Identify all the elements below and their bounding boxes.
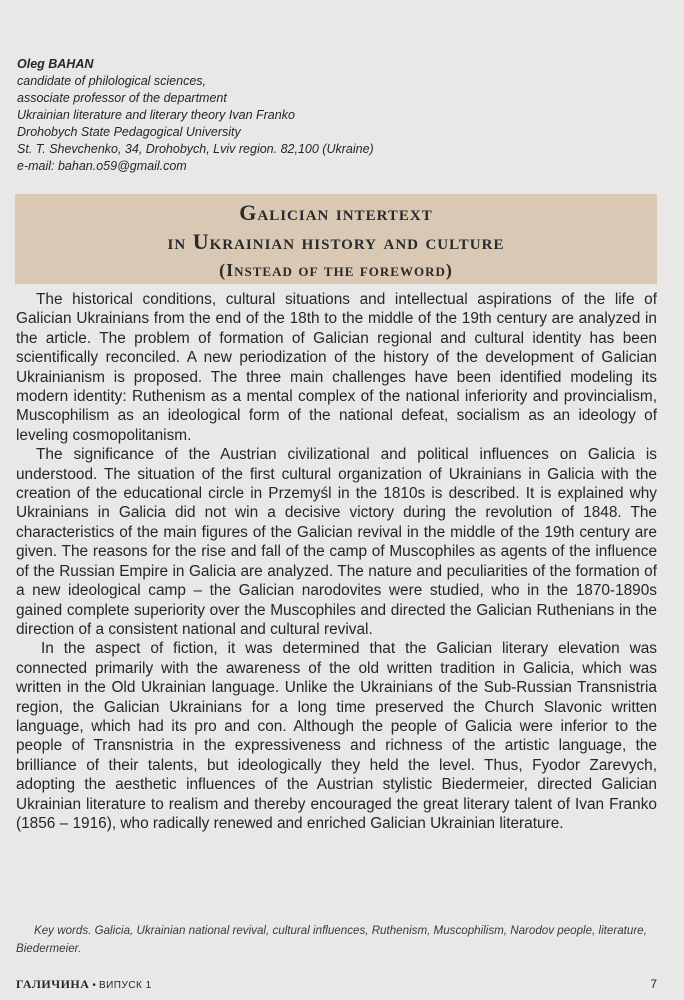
abstract-paragraph-3: In the aspect of fiction, it was determined that the Galician literary elevation was connected primarily with the awareness of the old written tradition in Galicia, which was written in the Old Ukrainian language. Unlike the Ukrainians of the Sub-Russian Transnistria region, the Galician Ukrainians for a long time preserved the Church Slavonic written language, which had its pro and con. Although the people of Galicia were inferior to the people of Transnistria in the expressiveness and richness of the artistic language, the brilliance of their talents, but ideologically they held the level. Thus, Fyodor Zarevych, adopting the aesthetic influences of the Austrian stylistic Biedermeier, directed Galician Ukrainian literature to realism and thereby encouraged the great literary talent of Ivan Franko (1856 – 1916), who radically renewed and enriched Galician Ukrainian literature.: [16, 640, 657, 832]
keywords: [16, 922, 657, 958]
abstract-paragraph-1: The historical conditions, cultural situations and intellectual aspirations of the life of Galician Ukrainians from the end of the 18th to the middle of the 19th century are analyzed in the article. The problem of formation of Galician regional and cultural identity has been scientifically reconciled. A new periodization of the history of the development of Galician Ukrainianism is proposed. The three main challenges have been identified modeling its modern identity: Ruthenism as a mental complex of the national inferiority and provincialism, Muscophilism as an ideological form of the national defeat, socialism as an ideology of leveling cosmopolitanism.: [16, 291, 657, 444]
page-footer: [16, 976, 657, 992]
author-degree: candidate of philological sciences,: [17, 74, 207, 88]
article-title-line-1: Galician intertext: [239, 200, 433, 225]
page-number: 7: [650, 977, 657, 991]
article-subtitle: (Instead of the foreword): [219, 260, 453, 280]
author-department: Ukrainian literature and literary theory Ivan Franko: [17, 108, 295, 122]
author-name: Oleg BAHAN: [17, 57, 94, 71]
article-title-line-2: in Ukrainian history and culture: [167, 229, 505, 254]
author-email: e-mail: bahan.o59@gmail.com: [17, 159, 187, 173]
author-address: St. T. Shevchenko, 34, Drohobych, Lviv region. 82,100 (Ukraine): [17, 142, 374, 156]
footer-journal-info: [16, 977, 152, 992]
keywords-text: Galicia, Ukrainian national revival, cultural influences, Ruthenism, Muscophilism, Narodov people, literature, Biedermeier.: [16, 924, 647, 955]
article-title-box: [15, 194, 657, 284]
author-position: associate professor of the department: [17, 91, 227, 105]
issue-label: ВИПУСК 1: [98, 979, 152, 991]
keywords-label: Key words.: [34, 924, 92, 937]
abstract-paragraph-2: The significance of the Austrian civilizational and political influences on Galicia is understood. The situation of the first cultural organization of Ukrainians in Galicia with the creation of the educational circle in Przemyśl in the 1810s is described. It is explained why Ukrainians in Galicia did not win a decisive victory during the revolution of 1848. The characteristics of the main figures of the Galician revival in the middle of the 19th century are given. The reasons for the rise and fall of the camp of Muscophiles as agents of the influence of the Russian Empire in Galicia are analyzed. The nature and peculiarities of the formation of a new ideological camp – the Galician narodovites were studied, who in the 1870-1890s gained complete superiority over the Muscophiles and directed the Galician Ruthenians in the direction of a consistent national and cultural revival.: [16, 446, 657, 638]
author-info: [17, 56, 657, 175]
journal-name: ГАЛИЧИНА: [16, 976, 90, 991]
author-university: Drohobych State Pedagogical University: [17, 125, 241, 139]
abstract-body: [16, 290, 657, 833]
footer-separator: •: [92, 979, 96, 991]
